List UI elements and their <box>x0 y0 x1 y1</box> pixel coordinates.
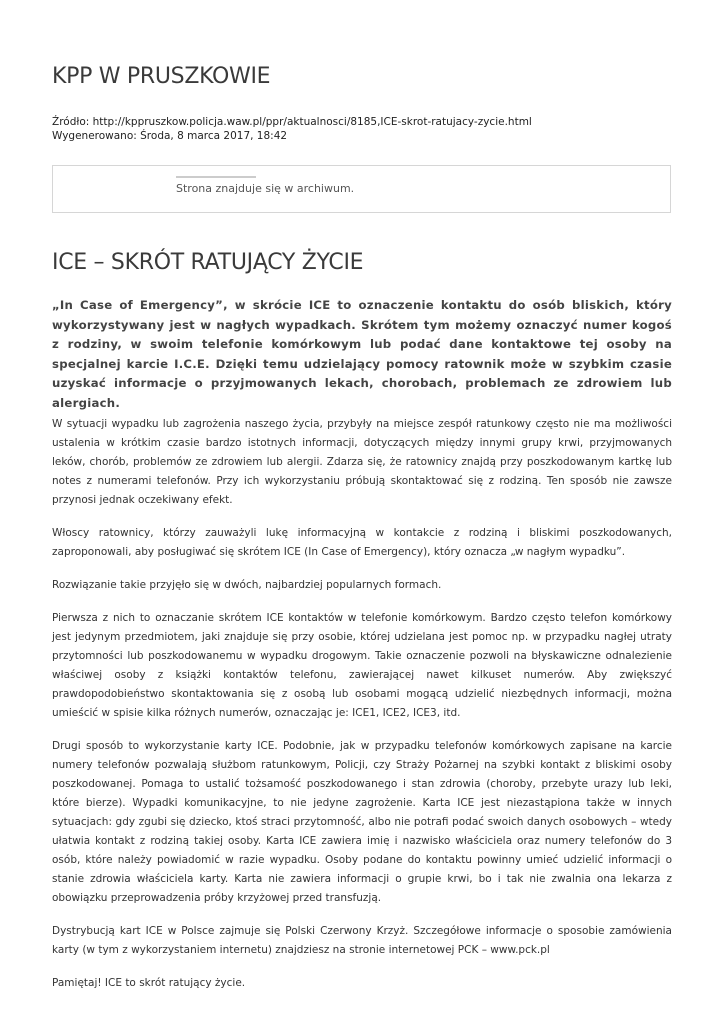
article-title: ICE – SKRÓT RATUJĄCY ŻYCIE <box>52 250 364 275</box>
site-title: KPP W PRUSZKOWIE <box>52 64 271 89</box>
article-paragraph: Rozwiązanie takie przyjęło się w dwóch, najbardziej popularnych formach. <box>52 579 442 591</box>
article-paragraph: Dystrybucją kart ICE w Polsce zajmuje się Polski Czerwony Krzyż. Szczegółowe informacje o sposobie zamówienia karty (w tym z wykorzystaniem internetu) znajdziesz na stronie internetowej PCK – www.pck.pl <box>52 925 672 956</box>
archive-divider <box>176 176 256 178</box>
article-paragraph: Pierwsza z nich to oznaczanie skrótem ICE kontaktów w telefonie komórkowym. Bardzo często telefon komórkowy jest jedynym przedmiotem, jaki znajduje się przy osobie, której udzielana jest pomoc np. w przypadku nagłej utraty przytomności lub poszkodowanemu w wypadku drogowym. Takie oznaczenie pozwoli na błyskawiczne odnalezienie właściwej osoby z książki kontaktów telefonu, zawierającej nawet kilkuset numerów. Aby zwiększyć prawdopodobieństwo skontaktowania się z osobą lub osobami mogącą udzielić niezbędnych informacji, można umieścić w spisie kilka różnych numerów, oznaczając je: ICE1, ICE2, ICE3, itd. <box>52 612 672 719</box>
document-meta <box>52 115 532 143</box>
article-lead: „In Case of Emergency”, w skrócie ICE to oznaczenie kontaktu do osób bliskich, który wykorzystywany jest w nagłych wypadkach. Skrótem tym możemy oznaczyć numer kogoś z rodziny, w swoim telefonie komórkowym lub podać dane kontaktowe tej osoby na specjalnej karcie I.C.E. Dzięki temu udzielający pomocy ratownik może w szybkim czasie uzyskać informacje o przyjmowanych lekach, chorobach, problemach ze zdrowiem lub alergiach. <box>52 298 672 410</box>
source-line: Źródło: http://kppruszkow.policja.waw.pl/ppr/aktualnosci/8185,ICE-skrot-ratujacy-zycie.html <box>52 116 532 128</box>
archive-notice-box <box>52 165 671 213</box>
generated-line: Wygenerowano: Środa, 8 marca 2017, 18:42 <box>52 130 288 142</box>
article-body <box>52 415 672 1007</box>
archive-notice-text: Strona znajduje się w archiwum. <box>176 182 355 195</box>
article-paragraph: W sytuacji wypadku lub zagrożenia naszego życia, przybyły na miejsce zespół ratunkowy często nie ma możliwości ustalenia w krótkim czasie bardzo istotnych informacji, dotyczących między innymi grupy krwi, przyjmowanych leków, chorób, problemów ze zdrowiem lub alergii. Zdarza się, że ratownicy znajdą przy poszkodowanym kartkę lub notes z numerami telefonów. Przy ich wykorzystaniu próbują skontaktować się z rodziną. Ten sposób nie zawsze przynosi jednak oczekiwany efekt. <box>52 418 672 506</box>
article-paragraph: Pamiętaj! ICE to skrót ratujący życie. <box>52 977 246 989</box>
article-paragraph: Drugi sposób to wykorzystanie karty ICE. Podobnie, jak w przypadku telefonów komórkowych zapisane na karcie numery telefonów pozwalają służbom ratunkowym, Policji, czy Straży Pożarnej na szybki kontakt z bliskimi osoby poszkodowanej. Pomaga to ustalić tożsamość poszkodowanego i stan zdrowia (choroby, przebyte urazy lub leki, które bierze). Wypadki komunikacyjne, to nie jedyne zagrożenie. Karta ICE jest niezastąpiona także w innych sytuacjach: gdy zgubi się dziecko, ktoś straci przytomność, albo nie potrafi podać swoich danych osobowych – wtedy ułatwia kontakt z rodziną takiej osoby. Karta ICE zawiera imię i nazwisko właściciela oraz numery telefonów do 3 osób, które należy powiadomić w razie wypadku. Osoby podane do kontaktu powinny umieć udzielić informacji o stanie zdrowia właściciela karty. Karta nie zawiera informacji o grupie krwi, bo i tak nie zwalnia ona lekarza z obowiązku przeprowadzenia próby krzyżowej przed transfuzją. <box>52 740 672 904</box>
article-paragraph: Włoscy ratownicy, którzy zauważyli lukę informacyjną w kontakcie z rodziną i bliskimi poszkodowanych, zaproponowali, aby posługiwać się skrótem ICE (In Case of Emergency), który oznacza „w nagłym wypadku”. <box>52 527 672 558</box>
